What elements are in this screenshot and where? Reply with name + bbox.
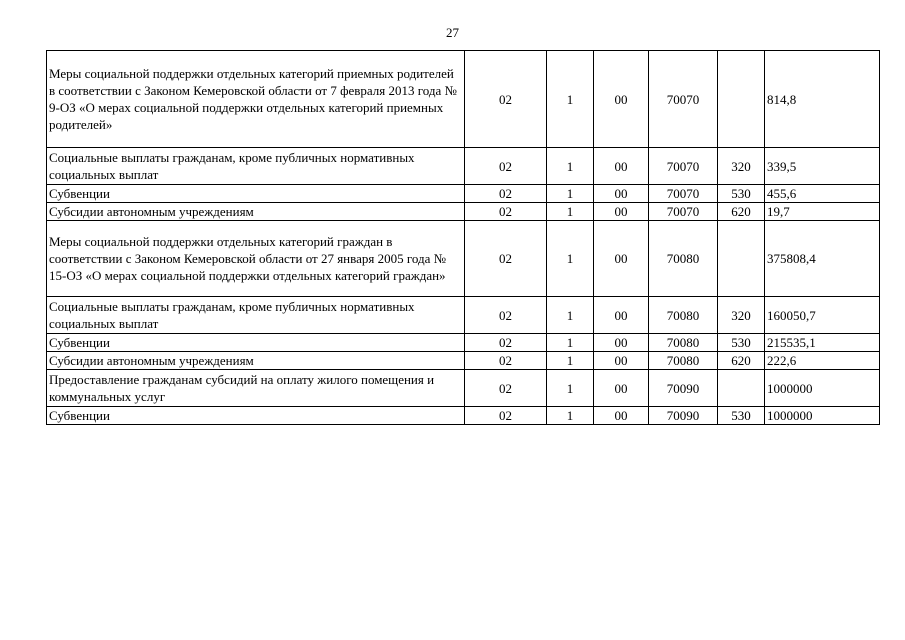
row-name: Социальные выплаты гражданам, кроме публичных нормативных социальных выплат <box>47 148 465 185</box>
row-section: 1 <box>547 203 594 221</box>
row-code: 70080 <box>649 297 718 334</box>
row-name: Меры социальной поддержки отдельных категорий граждан в соответствии с Законом Кемеровской области от 27 января 2005 года № 15-ОЗ «О мерах социальной поддержки отдельных категорий граждан» <box>47 221 465 297</box>
row-chapter: 02 <box>465 334 547 352</box>
table-row <box>47 203 880 221</box>
row-expense-type: 320 <box>718 297 765 334</box>
row-chapter: 02 <box>465 407 547 425</box>
row-subprogram: 00 <box>594 148 649 185</box>
row-subprogram: 00 <box>594 352 649 370</box>
row-chapter: 02 <box>465 370 547 407</box>
row-chapter: 02 <box>465 297 547 334</box>
row-code: 70070 <box>649 51 718 148</box>
row-amount: 339,5 <box>765 148 880 185</box>
row-expense-type: 620 <box>718 352 765 370</box>
table-row <box>47 148 880 185</box>
row-name: Социальные выплаты гражданам, кроме публичных нормативных социальных выплат <box>47 297 465 334</box>
table-row <box>47 51 880 148</box>
row-amount: 215535,1 <box>765 334 880 352</box>
row-subprogram: 00 <box>594 297 649 334</box>
table-row <box>47 185 880 203</box>
table-row <box>47 407 880 425</box>
row-code: 70090 <box>649 370 718 407</box>
row-expense-type <box>718 51 765 148</box>
row-section: 1 <box>547 407 594 425</box>
row-code: 70070 <box>649 148 718 185</box>
row-section: 1 <box>547 221 594 297</box>
row-code: 70090 <box>649 407 718 425</box>
row-amount: 1000000 <box>765 370 880 407</box>
row-amount: 1000000 <box>765 407 880 425</box>
row-subprogram: 00 <box>594 407 649 425</box>
row-name: Субвенции <box>47 185 465 203</box>
row-code: 70070 <box>649 203 718 221</box>
row-expense-type: 530 <box>718 185 765 203</box>
row-chapter: 02 <box>465 203 547 221</box>
row-amount: 19,7 <box>765 203 880 221</box>
row-chapter: 02 <box>465 185 547 203</box>
table-row <box>47 297 880 334</box>
row-chapter: 02 <box>465 148 547 185</box>
row-chapter: 02 <box>465 51 547 148</box>
row-amount: 455,6 <box>765 185 880 203</box>
row-expense-type: 530 <box>718 407 765 425</box>
row-amount: 160050,7 <box>765 297 880 334</box>
table-row <box>47 334 880 352</box>
row-expense-type <box>718 370 765 407</box>
row-code: 70080 <box>649 352 718 370</box>
row-expense-type: 320 <box>718 148 765 185</box>
row-chapter: 02 <box>465 221 547 297</box>
row-name: Меры социальной поддержки отдельных категорий приемных родителей в соответствии с Законом Кемеровской области от 7 февраля 2013 года № 9-ОЗ «О мерах социальной поддержки отдельных категорий приемных родителей» <box>47 51 465 148</box>
row-subprogram: 00 <box>594 370 649 407</box>
row-expense-type: 530 <box>718 334 765 352</box>
row-expense-type <box>718 221 765 297</box>
row-name: Субвенции <box>47 407 465 425</box>
row-section: 1 <box>547 352 594 370</box>
row-name: Субсидии автономным учреждениям <box>47 203 465 221</box>
row-subprogram: 00 <box>594 334 649 352</box>
row-section: 1 <box>547 370 594 407</box>
budget-table <box>46 50 880 425</box>
row-subprogram: 00 <box>594 203 649 221</box>
row-name: Субвенции <box>47 334 465 352</box>
row-section: 1 <box>547 334 594 352</box>
row-subprogram: 00 <box>594 51 649 148</box>
row-subprogram: 00 <box>594 221 649 297</box>
table-row <box>47 370 880 407</box>
table-row <box>47 352 880 370</box>
row-amount: 375808,4 <box>765 221 880 297</box>
row-code: 70080 <box>649 221 718 297</box>
row-code: 70070 <box>649 185 718 203</box>
row-section: 1 <box>547 51 594 148</box>
table-row <box>47 221 880 297</box>
row-code: 70080 <box>649 334 718 352</box>
row-subprogram: 00 <box>594 185 649 203</box>
row-chapter: 02 <box>465 352 547 370</box>
row-amount: 222,6 <box>765 352 880 370</box>
row-section: 1 <box>547 297 594 334</box>
row-section: 1 <box>547 148 594 185</box>
row-section: 1 <box>547 185 594 203</box>
row-amount: 814,8 <box>765 51 880 148</box>
row-name: Субсидии автономным учреждениям <box>47 352 465 370</box>
row-expense-type: 620 <box>718 203 765 221</box>
page-number: 27 <box>446 25 459 40</box>
row-name: Предоставление гражданам субсидий на оплату жилого помещения и коммунальных услуг <box>47 370 465 407</box>
